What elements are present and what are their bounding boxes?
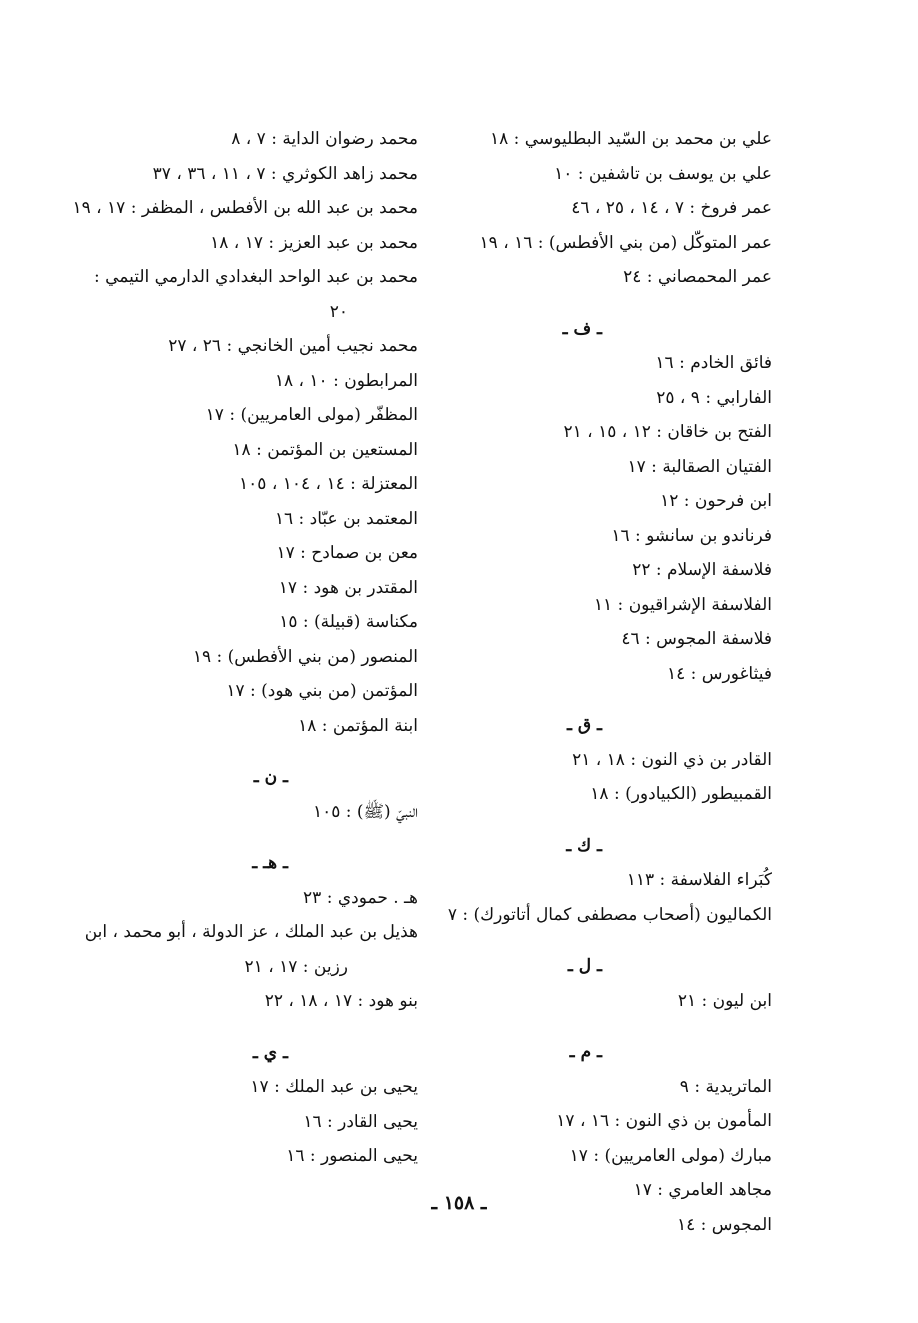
index-entry: فلاسفة الإسلام : ٢٢ bbox=[632, 560, 772, 580]
section-letter-heading bbox=[392, 1035, 772, 1070]
section-spacer bbox=[392, 295, 772, 312]
index-entry: النبيّ (ﷺ) : ١٠٥ bbox=[312, 801, 418, 822]
section-spacer bbox=[88, 743, 418, 760]
index-entry: هـ . حمودي : ٢٣ bbox=[303, 887, 418, 908]
index-entry: الفتح بن خاقان : ١٢ ، ١٥ ، ٢١ bbox=[563, 422, 772, 442]
index-entry: الكماليون (أصحاب مصطفى كمال أتاتورك) : ٧ bbox=[447, 904, 772, 925]
index-entry: عمر المحمصاني : ٢٤ bbox=[623, 267, 772, 287]
index-entry-continuation: ٢٠ bbox=[329, 301, 348, 322]
index-entry: ابن فرحون : ١٢ bbox=[660, 491, 772, 511]
index-entry: محمد بن عبد الله بن الأفطس ، المظفر : ١٧ ، ١٩ bbox=[72, 198, 418, 218]
index-entry: مبارك (مولى العامريين) : ١٧ bbox=[569, 1145, 772, 1166]
index-entry: محمد رضوان الداية : ٧ ، ٨ bbox=[231, 129, 418, 149]
index-entry: فرناندو بن سانشو : ١٦ bbox=[611, 525, 772, 546]
section-letter: ـ ف ـ bbox=[562, 318, 602, 339]
section-letter-heading bbox=[392, 949, 772, 984]
section-letter-heading bbox=[392, 708, 772, 743]
section-letter: ـ ق ـ bbox=[567, 715, 602, 735]
section-spacer bbox=[392, 812, 772, 829]
section-letter: ـ ك ـ bbox=[566, 835, 602, 856]
section-letter: ـ ن ـ bbox=[253, 767, 288, 787]
index-entry: يحيى المنصور : ١٦ bbox=[286, 1146, 418, 1166]
index-entry: كُبَراء الفلاسفة : ١١٣ bbox=[626, 870, 772, 890]
index-entry: عمر المتوكّل (من بني الأفطس) : ١٦ ، ١٩ bbox=[479, 232, 772, 253]
index-entry: المأمون بن ذي النون : ١٦ ، ١٧ bbox=[556, 1111, 772, 1131]
index-entry: ابن ليون : ٢١ bbox=[677, 990, 772, 1011]
section-letter-heading bbox=[88, 760, 418, 795]
index-entry: عمر فروخ : ٧ ، ١٤ ، ٢٥ ، ٤٦ bbox=[571, 198, 772, 218]
section-spacer bbox=[88, 1019, 418, 1036]
index-entry: هذيل بن عبد الملك ، عز الدولة ، أبو محمد ، ابن bbox=[84, 922, 418, 942]
index-entry: القمبيطور (الكبيادور) : ١٨ bbox=[590, 784, 772, 804]
index-entry: المجوس : ١٤ bbox=[676, 1214, 772, 1235]
index-entry: مكناسة (قبيلة) : ١٥ bbox=[279, 612, 418, 632]
index-entry: المقتدر بن هود : ١٧ bbox=[278, 577, 418, 598]
section-spacer bbox=[392, 932, 772, 949]
section-letter-heading bbox=[392, 312, 772, 347]
section-letter: ـ هـ ـ bbox=[252, 853, 288, 873]
index-entry: علي بن محمد بن السّيد البطليوسي : ١٨ bbox=[490, 129, 772, 149]
index-entry: فلاسفة المجوس : ٤٦ bbox=[621, 629, 772, 649]
index-entry: الماتريدية : ٩ bbox=[679, 1076, 772, 1097]
index-entry: المؤتمن (من بني هود) : ١٧ bbox=[226, 681, 418, 701]
section-letter-heading bbox=[88, 1036, 418, 1071]
section-letter: ـ ل ـ bbox=[567, 956, 602, 976]
section-letter-heading bbox=[88, 846, 418, 881]
index-entry: المنصور (من بني الأفطس) : ١٩ bbox=[192, 646, 418, 667]
index-entry: يحيى القادر : ١٦ bbox=[303, 1111, 418, 1132]
page-number: ـ ١٥٨ ـ bbox=[431, 1192, 487, 1214]
index-entry: فائق الخادم : ١٦ bbox=[655, 353, 772, 373]
index-entry-continuation: رزين : ١٧ ، ٢١ bbox=[244, 956, 348, 977]
section-spacer bbox=[392, 1018, 772, 1035]
index-column-left bbox=[72, 122, 418, 1174]
index-entry: علي بن يوسف بن تاشفين : ١٠ bbox=[554, 163, 772, 184]
index-entry: مجاهد العامري : ١٧ bbox=[633, 1180, 772, 1200]
section-spacer bbox=[88, 829, 418, 846]
index-entry: محمد نجيب أمين الخانجي : ٢٦ ، ٢٧ bbox=[168, 336, 418, 356]
index-column-right bbox=[392, 122, 772, 1242]
index-entry: معن بن صمادح : ١٧ bbox=[276, 543, 418, 563]
index-entry: فيثاغورس : ١٤ bbox=[666, 663, 772, 684]
index-entry: الفارابي : ٩ ، ٢٥ bbox=[656, 387, 772, 408]
index-entry: بنو هود : ١٧ ، ١٨ ، ٢٢ bbox=[264, 991, 418, 1011]
index-entry: ابنة المؤتمن : ١٨ bbox=[298, 715, 418, 736]
index-entry: الفتيان الصقالبة : ١٧ bbox=[627, 456, 772, 477]
index-entry: المظفّر (مولى العامريين) : ١٧ bbox=[205, 405, 418, 425]
index-entry: محمد زاهد الكوثري : ٧ ، ١١ ، ٣٦ ، ٣٧ bbox=[152, 163, 418, 184]
index-entry: المستعين بن المؤتمن : ١٨ bbox=[232, 439, 418, 460]
index-entry: محمد بن عبد العزيز : ١٧ ، ١٨ bbox=[210, 232, 418, 253]
index-entry: المرابطون : ١٠ ، ١٨ bbox=[274, 370, 418, 391]
index-entry: المعتزلة : ١٤ ، ١٠٤ ، ١٠٥ bbox=[239, 474, 418, 494]
section-spacer bbox=[392, 691, 772, 708]
index-entry: الفلاسفة الإشراقيون : ١١ bbox=[593, 594, 772, 615]
section-letter: ـ ي ـ bbox=[252, 1042, 288, 1063]
index-entry: المعتمد بن عبّاد : ١٦ bbox=[274, 508, 418, 529]
index-entry: القادر بن ذي النون : ١٨ ، ٢١ bbox=[572, 749, 772, 770]
section-letter: ـ م ـ bbox=[569, 1042, 602, 1062]
index-entry: يحيى بن عبد الملك : ١٧ bbox=[250, 1077, 418, 1097]
index-entry: محمد بن عبد الواحد البغدادي الدارمي التيمي : bbox=[93, 267, 418, 287]
section-letter-heading bbox=[392, 829, 772, 864]
